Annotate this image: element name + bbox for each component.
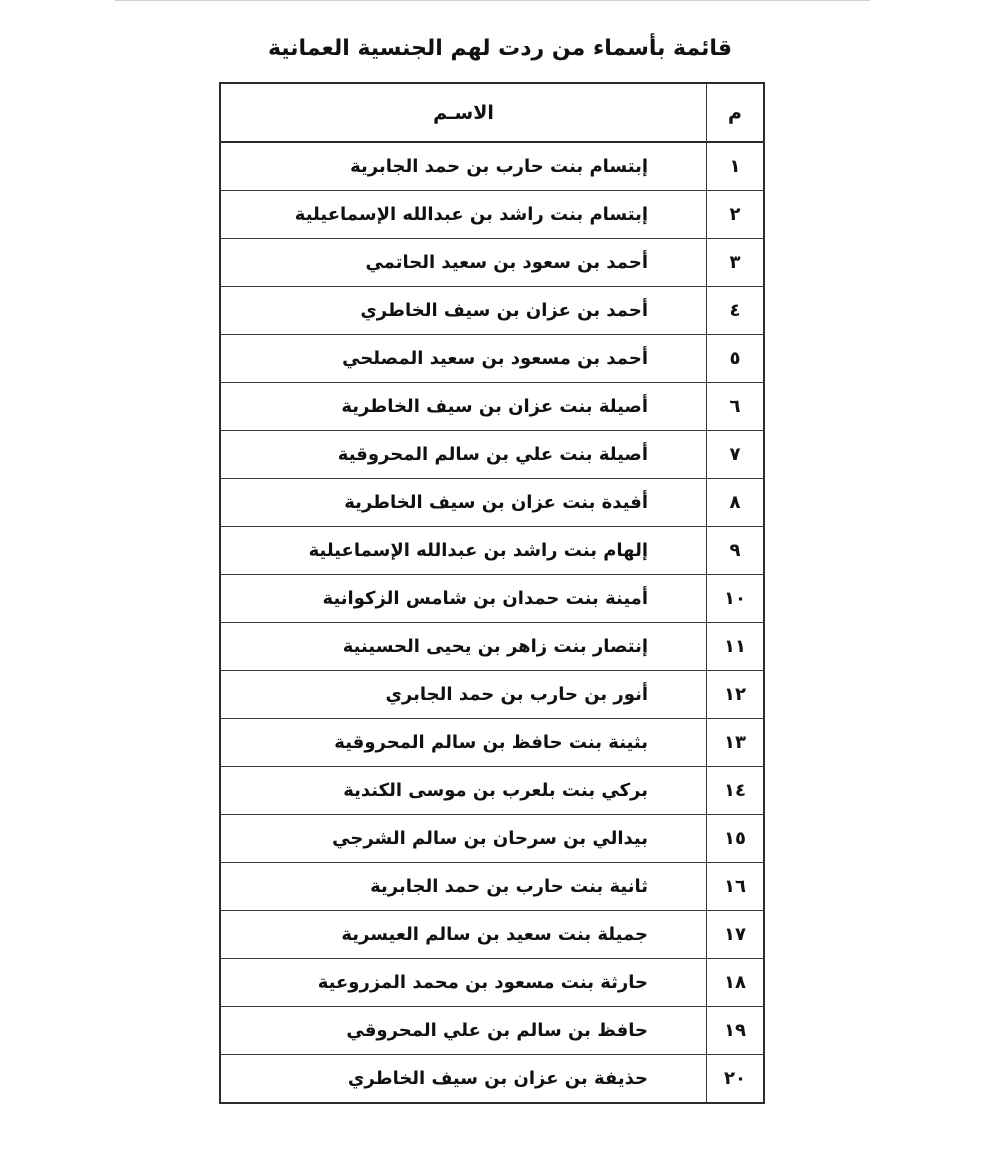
table-row: [220, 911, 764, 959]
header-number: م: [707, 83, 765, 142]
table-row: [220, 191, 764, 239]
row-name: إنتصار بنت زاهر بن يحيى الحسينية: [220, 623, 707, 671]
table-header-row: [220, 83, 764, 142]
table-row: [220, 431, 764, 479]
table-row: [220, 767, 764, 815]
row-number: ٨: [707, 479, 765, 527]
row-name: أصيلة بنت عزان بن سيف الخاطرية: [220, 383, 707, 431]
row-name: أنور بن حارب بن حمد الجابري: [220, 671, 707, 719]
row-name: ثانية بنت حارب بن حمد الجابرية: [220, 863, 707, 911]
table-row: [220, 623, 764, 671]
row-name: بثينة بنت حافظ بن سالم المحروقية: [220, 719, 707, 767]
row-name: إبتسام بنت حارب بن حمد الجابرية: [220, 142, 707, 191]
table-row: [220, 1055, 764, 1104]
top-divider: [115, 0, 870, 1]
row-number: ١٣: [707, 719, 765, 767]
table-row: [220, 239, 764, 287]
row-name: إلهام بنت راشد بن عبدالله الإسماعيلية: [220, 527, 707, 575]
table-row: [220, 719, 764, 767]
row-number: ١٧: [707, 911, 765, 959]
row-number: ٦: [707, 383, 765, 431]
row-name: أحمد بن مسعود بن سعيد المصلحي: [220, 335, 707, 383]
row-number: ١٨: [707, 959, 765, 1007]
row-number: ١٢: [707, 671, 765, 719]
row-number: ٤: [707, 287, 765, 335]
row-number: ٣: [707, 239, 765, 287]
row-number: ٩: [707, 527, 765, 575]
row-name: بركي بنت بلعرب بن موسى الكندية: [220, 767, 707, 815]
row-number: ٢: [707, 191, 765, 239]
row-number: ٧: [707, 431, 765, 479]
table-row: [220, 815, 764, 863]
table-row: [220, 863, 764, 911]
table-body: [220, 142, 764, 1103]
table-row: [220, 527, 764, 575]
document-title: قائمة بأسماء من ردت لهم الجنسية العمانية: [267, 35, 733, 61]
table-row: [220, 287, 764, 335]
row-name: بيدالي بن سرحان بن سالم الشرجي: [220, 815, 707, 863]
row-name: جميلة بنت سعيد بن سالم العيسرية: [220, 911, 707, 959]
row-number: ١٠: [707, 575, 765, 623]
table-row: [220, 1007, 764, 1055]
row-name: إبتسام بنت راشد بن عبدالله الإسماعيلية: [220, 191, 707, 239]
names-table: [219, 82, 765, 1104]
row-name: حذيفة بن عزان بن سيف الخاطري: [220, 1055, 707, 1104]
row-name: أفيدة بنت عزان بن سيف الخاطرية: [220, 479, 707, 527]
row-name: أمينة بنت حمدان بن شامس الزكوانية: [220, 575, 707, 623]
row-name: حارثة بنت مسعود بن محمد المزروعية: [220, 959, 707, 1007]
table-row: [220, 142, 764, 191]
row-name: حافظ بن سالم بن علي المحروقي: [220, 1007, 707, 1055]
table-row: [220, 575, 764, 623]
row-name: أحمد بن سعود بن سعيد الحاتمي: [220, 239, 707, 287]
row-number: ١٦: [707, 863, 765, 911]
row-number: ٥: [707, 335, 765, 383]
header-name: الاسـم: [220, 83, 707, 142]
row-number: ٢٠: [707, 1055, 765, 1104]
table-row: [220, 671, 764, 719]
table-row: [220, 383, 764, 431]
table-row: [220, 959, 764, 1007]
row-number: ١٤: [707, 767, 765, 815]
row-number: ١: [707, 142, 765, 191]
table-row: [220, 335, 764, 383]
table-row: [220, 479, 764, 527]
row-name: أحمد بن عزان بن سيف الخاطري: [220, 287, 707, 335]
row-name: أصيلة بنت علي بن سالم المحروقية: [220, 431, 707, 479]
row-number: ١٩: [707, 1007, 765, 1055]
row-number: ١١: [707, 623, 765, 671]
row-number: ١٥: [707, 815, 765, 863]
